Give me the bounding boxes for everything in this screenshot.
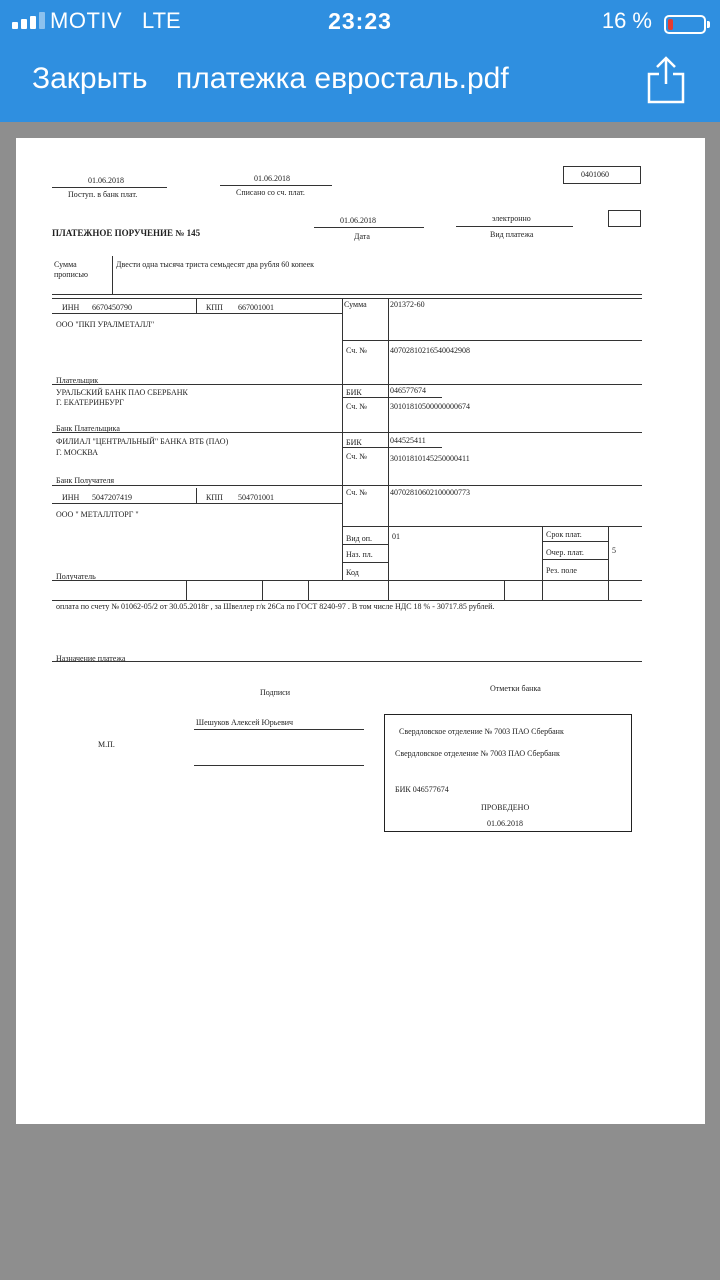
battery-percent: 16 %	[601, 8, 652, 33]
debited-date: 01.06.2018	[254, 174, 290, 183]
payer-bik: 046577674	[390, 386, 426, 395]
purpose-label: Назначение платежа	[56, 654, 126, 663]
date-label: Дата	[354, 232, 370, 241]
battery-icon	[664, 15, 706, 34]
divider	[52, 432, 642, 433]
divider	[456, 226, 573, 227]
form-code: 0401060	[581, 170, 609, 179]
document-date: 01.06.2018	[340, 216, 376, 225]
divider	[342, 447, 442, 448]
divider	[342, 544, 388, 545]
order-label: Очер. плат.	[546, 548, 584, 557]
divider	[542, 541, 608, 542]
divider	[186, 580, 187, 600]
divider	[504, 580, 505, 600]
share-icon[interactable]	[646, 54, 686, 104]
bik-label: БИК	[346, 438, 362, 447]
divider	[52, 187, 167, 188]
op-type-label: Вид оп.	[346, 534, 372, 543]
recipient-bank-label: Банк Получателя	[56, 476, 115, 485]
recipient-inn: 5047207419	[92, 493, 132, 502]
divider	[112, 256, 113, 294]
payment-type: электронно	[492, 214, 531, 223]
payer-name: ООО "ПКП УРАЛМЕТАЛЛ"	[56, 320, 155, 329]
divider	[52, 485, 642, 486]
recipient-label: Получатель	[56, 572, 96, 581]
signatures-label: Подписи	[260, 688, 291, 697]
divider	[608, 580, 609, 600]
top-bar	[0, 0, 720, 122]
payer-label: Плательщик	[56, 376, 99, 385]
divider	[308, 580, 309, 600]
divider	[220, 185, 332, 186]
signature-line	[194, 729, 364, 730]
stamp-date: 01.06.2018	[487, 819, 523, 828]
bank-stamp	[384, 714, 632, 832]
divider	[342, 340, 642, 341]
reserve-label: Рез. поле	[546, 566, 577, 575]
account-label: Сч. №	[346, 488, 367, 497]
payer-bank-label: Банк Плательщика	[56, 424, 120, 433]
signer-name: Шешуков Алексей Юрьевич	[196, 718, 294, 727]
carrier-name: MOTIV	[50, 8, 123, 33]
divider	[342, 397, 442, 398]
inn-label: ИНН	[62, 303, 80, 312]
divider	[52, 294, 642, 295]
kpp-label: КПП	[206, 303, 223, 312]
divider	[52, 600, 642, 601]
payer-corr-account: 30101810500000000674	[390, 402, 470, 411]
payer-bank-city: Г. ЕКАТЕРИНБУРГ	[56, 398, 124, 407]
divider	[262, 580, 263, 600]
payment-purpose: оплата по счету № 01062-05/2 от 30.05.2018г , за Швеллер г/к 26Са по ГОСТ 8240-97 . В том числе НДС 18 % - 30717.85 рублей.	[56, 602, 495, 611]
payment-type-label: Вид платежа	[490, 230, 534, 239]
divider	[52, 313, 342, 314]
mp-label: М.П.	[98, 740, 115, 749]
payer-inn: 6670450790	[92, 303, 132, 312]
stamp-bik: БИК 046577674	[395, 785, 449, 794]
sum-label: Сумма	[344, 300, 367, 309]
recipient-bank-name: ФИЛИАЛ "ЦЕНТРАЛЬНЫЙ" БАНКА ВТБ (ПАО)	[56, 437, 229, 446]
divider	[52, 298, 642, 299]
divider	[542, 580, 543, 600]
recipient-corr-account: 30101810145250000411	[390, 454, 470, 463]
pdf-page	[16, 138, 705, 1124]
recipient-bik: 044525411	[390, 436, 426, 445]
term-label: Срок плат.	[546, 530, 582, 539]
debited-label: Списано со сч. плат.	[236, 188, 305, 197]
blank-box	[608, 210, 641, 227]
payer-account: 40702810216540042908	[390, 346, 470, 355]
document-title: платежка евросталь.pdf	[176, 62, 509, 95]
sum-words-label: прописью	[54, 270, 89, 279]
account-label: Сч. №	[346, 346, 367, 355]
purpose-code-label: Наз. пл.	[346, 550, 373, 559]
status-bar	[0, 6, 720, 36]
divider	[52, 580, 642, 581]
sum-value: 201372-60	[390, 300, 425, 309]
divider	[196, 298, 197, 313]
bank-marks-label: Отметки банка	[490, 684, 541, 693]
stamp-status: ПРОВЕДЕНО	[481, 803, 530, 812]
divider	[608, 526, 609, 580]
divider	[542, 559, 608, 560]
op-type: 01	[392, 532, 400, 541]
signature-line	[194, 765, 364, 766]
kpp-label: КПП	[206, 493, 223, 502]
stamp-line: Свердловское отделение № 7003 ПАО Сбербанк	[399, 727, 564, 736]
inn-label: ИНН	[62, 493, 80, 502]
divider	[196, 488, 197, 503]
sum-words: Двести одна тысяча триста семьдесят два рубля 60 копеек	[116, 260, 315, 269]
divider	[388, 580, 389, 600]
payer-kpp: 667001001	[238, 303, 274, 312]
sum-words-label: Сумма	[54, 260, 77, 269]
received-date: 01.06.2018	[88, 176, 124, 185]
document-heading: ПЛАТЕЖНОЕ ПОРУЧЕНИЕ № 145	[52, 228, 201, 238]
account-label: Сч. №	[346, 452, 367, 461]
close-button[interactable]: Закрыть	[32, 62, 148, 95]
code-label: Код	[346, 568, 359, 577]
divider	[52, 661, 642, 662]
order-value: 5	[612, 546, 616, 555]
stamp-line: Свердловское отделение № 7003 ПАО Сбербанк	[395, 749, 560, 758]
account-label: Сч. №	[346, 402, 367, 411]
bik-label: БИК	[346, 388, 362, 397]
payer-bank-name: УРАЛЬСКИЙ БАНК ПАО СБЕРБАНК	[56, 388, 188, 397]
divider	[342, 526, 642, 527]
received-label: Поступ. в банк плат.	[68, 190, 138, 199]
divider	[314, 227, 424, 228]
recipient-kpp: 504701001	[238, 493, 274, 502]
clock: 23:23	[328, 8, 392, 34]
divider	[342, 562, 388, 563]
recipient-account: 40702810602100000773	[390, 488, 470, 497]
divider	[52, 384, 642, 385]
recipient-bank-city: Г. МОСКВА	[56, 448, 98, 457]
divider	[52, 503, 342, 504]
network-type: LTE	[142, 8, 181, 33]
divider	[542, 526, 543, 580]
recipient-name: ООО " МЕТАЛЛТОРГ "	[56, 510, 139, 519]
battery-fill	[668, 19, 673, 30]
